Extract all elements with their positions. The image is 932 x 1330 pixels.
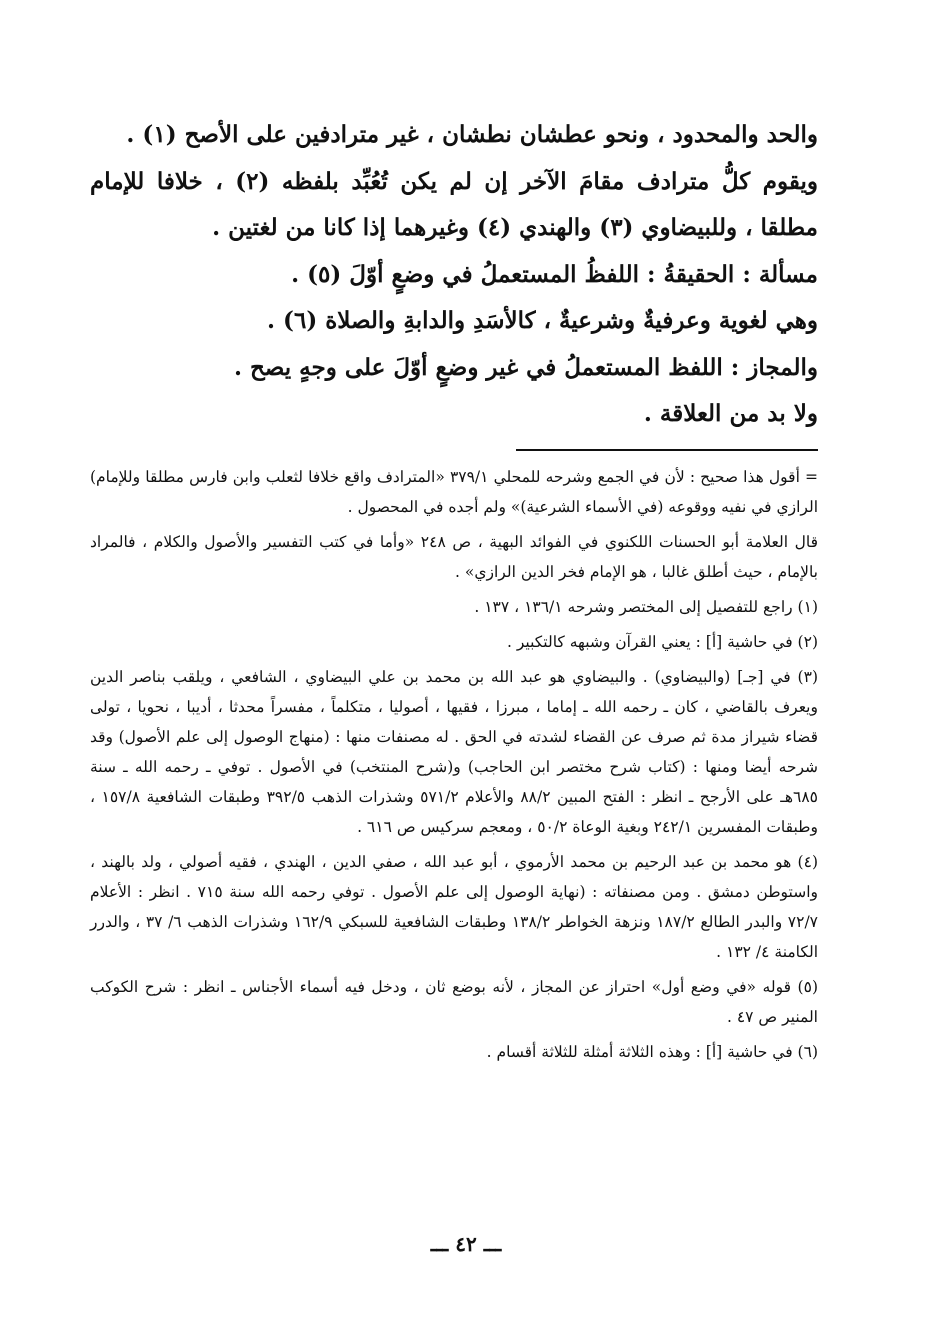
footnote-divider [516, 449, 818, 451]
footnote-text: (٣) في [جـ] (والبيضاوي) . والبيضاوي هو عبد الله بن محمد بن علي البيضاوي ، الشافعي ، ويلقب بناصر الدين ويعرف بالقاضي ، كان ـ رحمه الله ـ إماما ، مبرزا ، فقيها ، أصوليا ، متكلماً ، مفسراً محدثا ، أديبا ، نحويا ، تولى قضاء شيراز مدة ثم صرف عن القضاء لشدته في الحق . له مصنفات منها : (منهاج الوصول إلى علم الأصول) وقد شرحه أيضا ومنها : (كتاب شرح مختصر ابن الحاجب) و(شرح المنتخب) في الأصول . توفي ـ رحمه الله ـ سنة ٦٨٥هـ على الأرجح ـ انظر : الفتح المبين ٨٨/٢ والأعلام ٥٧١/٢ وشذرات الذهب ٣٩٢/٥ وطبقات الشافعية ١٥٧/٨ ، وطبقات المفسرين ٢٤٢/١ وبغية الوعاة ٥٠/٢ ، ومعجم سركيس ص ٦١٦ . [90, 667, 818, 836]
footnote-text: (٢) في حاشية [أ] : يعني القرآن وشبهه كالتكبير . [506, 632, 818, 651]
main-text [90, 112, 818, 438]
footnote [90, 847, 818, 967]
footnote [90, 527, 818, 587]
main-paragraph: والحد والمحدود ، ونحو عطشان نطشان ، غير مترادفين على الأصح (١) . [126, 121, 818, 148]
main-paragraph: ويقوم كلُّ مترادف مقامَ الآخر إن لم يكن تُعُبِّد بلفظه (٢) ، خلافا للإمام مطلقا ، وللبيضاوي (٣) والهندي (٤) وغيرهما إذا كانا من لغتين . [90, 167, 818, 241]
footnote [90, 1037, 818, 1067]
footnote-text: قال العلامة أبو الحسنات اللكنوي في الفوائد البهية ، ص ٢٤٨ «وأما في كتب التفسير والأصول والكلام ، فالمراد بالإمام ، حيث أطلق غالبا ، هو الإمام فخر الدين الرازي» . [90, 532, 818, 581]
footnote-text: (١) راجع للتفصيل إلى المختصر وشرحه ١٣٦/١ ، ١٣٧ . [474, 597, 818, 616]
main-paragraph: مسألة : الحقيقةُ : اللفظُ المستعملُ في وضعٍ أوّلَ (٥) . [291, 260, 818, 288]
main-paragraph: وهي لغوية وعرفيةٌ وشرعيةٌ ، كالأسَدِ والدابةِ والصلاة (٦) . [267, 307, 818, 334]
footnote [90, 627, 818, 657]
main-paragraph: ولا بد من العلاقة . [643, 400, 818, 427]
footnotes [90, 462, 818, 1067]
page-body [90, 112, 818, 1072]
footnote-text: (٤) هو محمد بن عبد الرحيم بن محمد الأرموي ، أبو عبد الله ، صفي الدين ، الهندي ، فقيه أصولي ، ولد بالهند ، واستوطن دمشق . ومن مصنفاته : (نهاية الوصول إلى علم الأصول . توفي رحمه الله سنة ٧١٥ . انظر : الأعلام ٧٢/٧ والبدر الطالع ١٨٧/٢ ونزهة الخواطر ١٣٨/٢ وطبقات الشافعية للسبكي ١٦٢/٩ وشذرات الذهب ٦/ ٣٧ ، والدرر الكامنة ٤/ ١٣٢ . [90, 852, 818, 961]
footnote [90, 592, 818, 622]
main-paragraph: والمجاز : اللفظ المستعملُ في غير وضعٍ أوّلَ على وجهٍ يصح . [233, 353, 818, 381]
footnote-text: (٥) قوله «في وضع أول» احتراز عن المجاز ، لأنه بوضع ثان ، ودخل فيه أسماء الأجناس ـ انظر : شرح الكوكب المنير ص ٤٧ . [90, 977, 818, 1026]
page-number: ـــ ٤٢ ـــ [430, 1232, 502, 1256]
footnote-divider-wrap [90, 438, 818, 462]
footnote [90, 972, 818, 1032]
footnote [90, 462, 818, 522]
footnote [90, 662, 818, 842]
footnote-text: (٦) في حاشية [أ] : وهذه الثلاثة أمثلة للثلاثة أقسام . [486, 1042, 818, 1061]
footnote-text: = أقول هذا صحيح : لأن في الجمع وشرحه للمحلي ٣٧٩/١ «المترادف واقع خلافا لثعلب وابن فارس مطلقا وللإمام) الرازي في نفيه ووقوعه (في الأسماء الشرعية)» ولم أجده في المحصول . [90, 467, 818, 516]
